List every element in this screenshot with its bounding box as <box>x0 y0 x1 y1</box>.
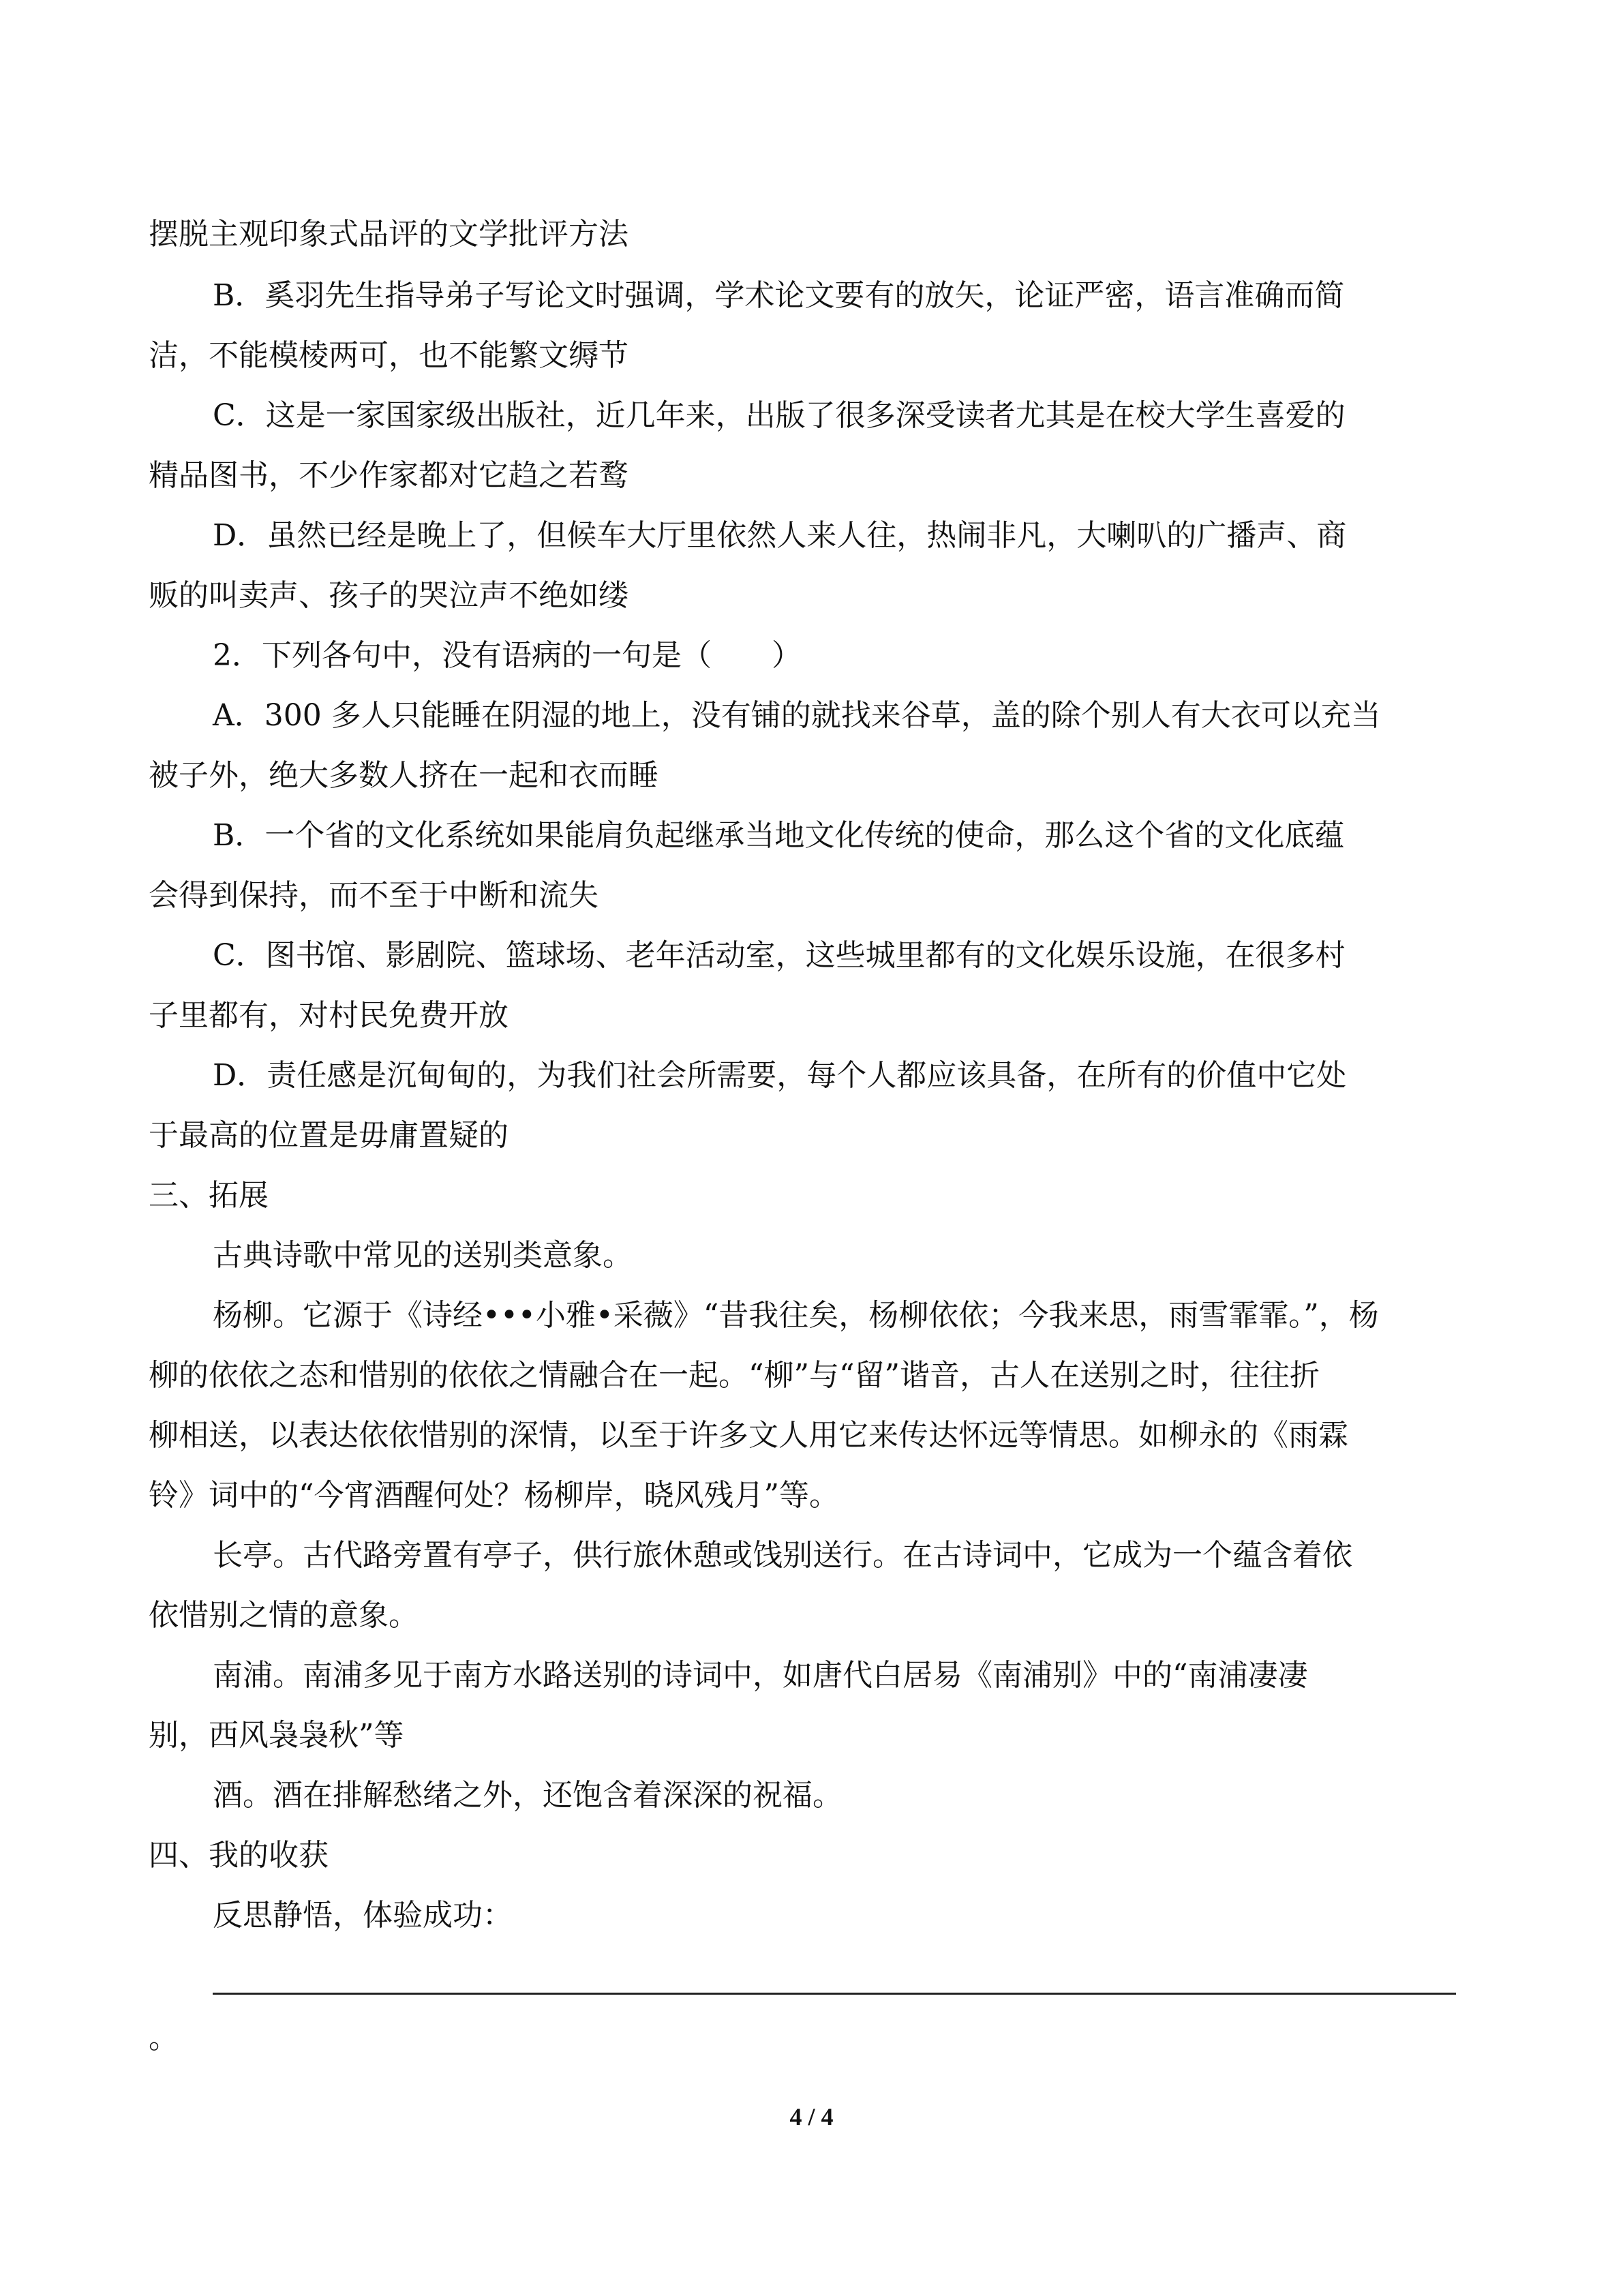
text-line: 于最高的位置是毋庸置疑的 <box>149 1118 509 1153</box>
text-line: 反思静悟，体验成功： <box>213 1898 513 1933</box>
text-line: C．这是一家国家级出版社，近几年来，出版了很多深受读者尤其是在校大学生喜爱的 <box>213 398 1346 433</box>
text-line: 酒。酒在排解愁绪之外，还饱含着深深的祝福。 <box>213 1778 843 1813</box>
text-line: B．奚羽先生指导弟子写论文时强调，学术论文要有的放矢，论证严密，语言准确而简 <box>213 278 1345 313</box>
text-line: 贩的叫卖声、孩子的哭泣声不绝如缕 <box>149 578 628 613</box>
text-line: 依惜别之情的意象。 <box>149 1598 419 1633</box>
text-line: 杨柳。它源于《诗经•••小雅•采薇》“昔我往矣，杨柳依依；今我来思，雨雪霏霏。”，杨 <box>213 1298 1379 1333</box>
text-line: 长亭。古代路旁置有亭子，供行旅休憩或饯别送行。在古诗词中，它成为一个蕴含着依 <box>213 1538 1352 1573</box>
text-line: 古典诗歌中常见的送别类意象。 <box>213 1238 633 1273</box>
text-line: D．虽然已经是晚上了，但候车大厅里依然人来人往，热闹非凡，大喇叭的广播声、商 <box>213 518 1347 553</box>
text-line: 会得到保持，而不至于中断和流失 <box>149 878 598 913</box>
text-line: 洁，不能模棱两可，也不能繁文缛节 <box>149 338 628 373</box>
page-number: 4 / 4 <box>789 2103 834 2130</box>
text-line: 被子外，绝大多数人挤在一起和衣而睡 <box>149 758 658 793</box>
text-line: 南浦。南浦多见于南方水路送别的诗词中，如唐代白居易《南浦别》中的“南浦凄凄 <box>213 1658 1308 1693</box>
text-line: 别，西风袅袅秋”等 <box>149 1718 404 1753</box>
text-line: 柳相送，以表达依依惜别的深情，以至于许多文人用它来传达怀远等情思。如柳永的《雨霖 <box>149 1418 1348 1453</box>
text-line: 子里都有，对村民免费开放 <box>149 998 509 1033</box>
section-heading: 四、我的收获 <box>149 1838 329 1873</box>
text-line: 精品图书，不少作家都对它趋之若鹜 <box>149 458 628 493</box>
text-line: 。 <box>149 2021 179 2055</box>
text-line: A．300 多人只能睡在阴湿的地上，没有铺的就找来谷草，盖的除个别人有大衣可以充当 <box>213 698 1381 733</box>
section-heading: 三、拓展 <box>149 1178 269 1213</box>
text-line: 铃》词中的“今宵酒醒何处？杨柳岸，晓风残月”等。 <box>149 1478 839 1513</box>
text-line: B．一个省的文化系统如果能肩负起继承当地文化传统的使命，那么这个省的文化底蕴 <box>213 818 1345 853</box>
answer-underline <box>213 1993 1456 1995</box>
question-heading: 2．下列各句中，没有语病的一句是（ ） <box>213 638 802 673</box>
text-line: D．责任感是沉甸甸的，为我们社会所需要，每个人都应该具备，在所有的价值中它处 <box>213 1058 1347 1093</box>
text-line: C．图书馆、影剧院、篮球场、老年活动室，这些城里都有的文化娱乐设施，在很多村 <box>213 938 1346 973</box>
text-line: 柳的依依之态和惜别的依依之情融合在一起。“柳”与“留”谐音，古人在送别之时，往往折 <box>149 1358 1320 1393</box>
text-line: 摆脱主观印象式品评的文学批评方法 <box>149 217 628 252</box>
